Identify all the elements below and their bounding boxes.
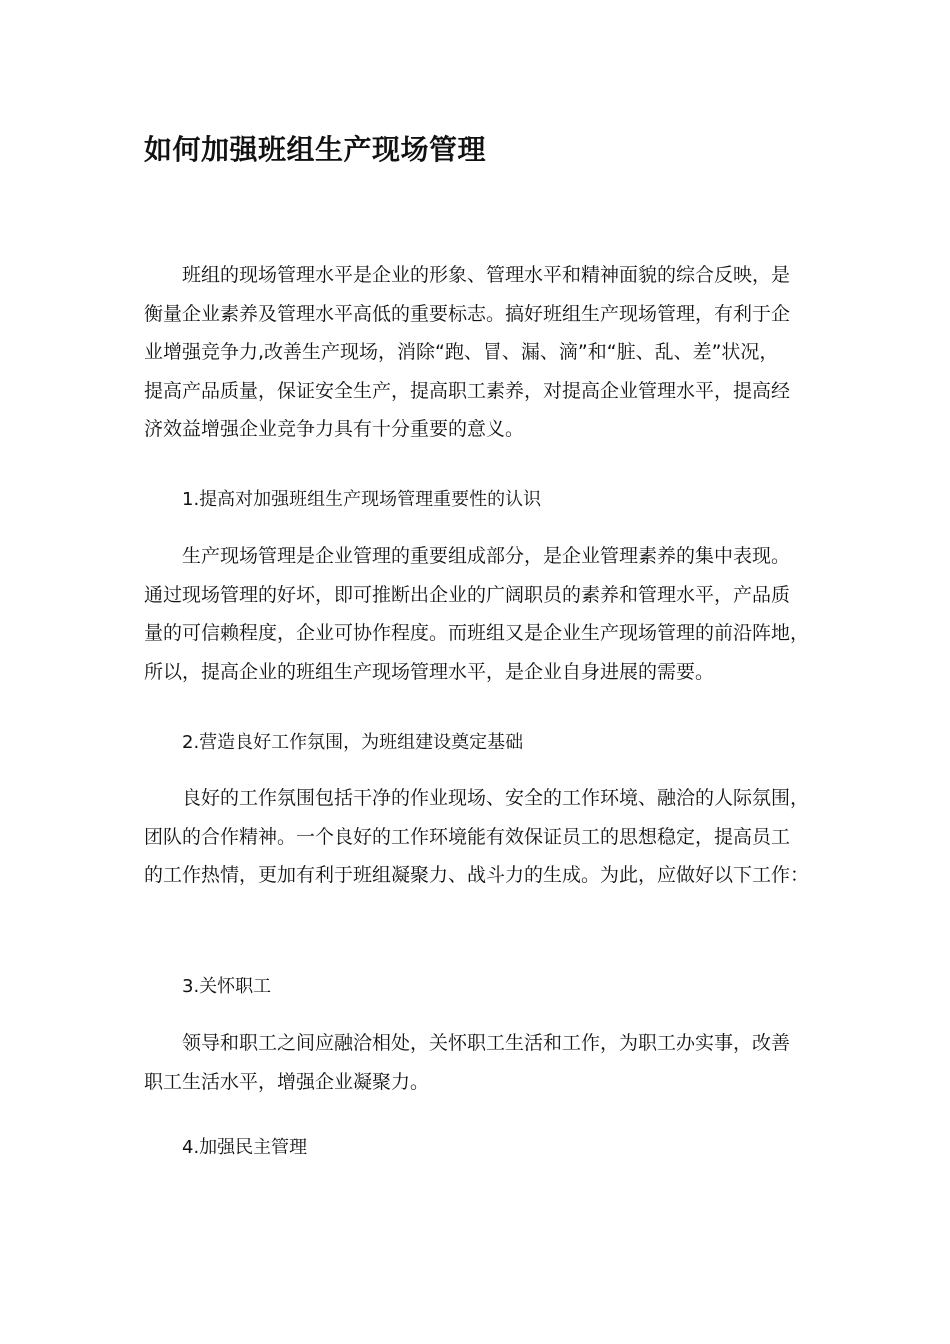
paragraph-line: 领导和职工之间应融洽相处，关怀职工生活和工作，为职工办实事，改善: [182, 1032, 791, 1054]
paragraph-line: 团队的合作精神。一个良好的工作环境能有效保证员工的思想稳定，提高员工: [144, 825, 791, 848]
paragraph-line: 班组的现场管理水平是企业的形象、管理水平和精神面貌的综合反映，是: [182, 264, 791, 286]
paragraph-line: 生产现场管理是企业管理的重要组成部分，是企业管理素养的集中表现。: [182, 545, 791, 567]
paragraph-line: 衡量企业素养及管理水平高低的重要标志。搞好班组生产现场管理，有利于企: [144, 302, 791, 325]
body-paragraph: [144, 537, 812, 691]
body-paragraph: [144, 256, 812, 449]
document-title: 如何加强班组生产现场管理: [144, 133, 487, 166]
paragraph-line: 的工作热情，更加有利于班组凝聚力、战斗力的生成。为此，应做好以下工作：: [144, 864, 810, 886]
paragraph-line: 济效益增强企业竞争力具有十分重要的意义。: [144, 418, 525, 440]
body-paragraph: [144, 779, 812, 895]
paragraph-line: 提高产品质量，保证安全生产，提高职工素养，对提高企业管理水平，提高经: [144, 379, 791, 402]
section-heading: 2.营造良好工作氛围，为班组建设奠定基础: [182, 732, 524, 753]
body-paragraph: [144, 1024, 812, 1101]
paragraph-line: 通过现场管理的好坏，即可推断出企业的广阔职员的素养和管理水平，产品质: [144, 583, 791, 606]
section-heading: 1.提高对加强班组生产现场管理重要性的认识: [182, 489, 542, 510]
paragraph-line: 业增强竞争力,改善生产现场，消除“跑、冒、漏、滴”和“脏、乱、差”状况，: [144, 341, 779, 363]
paragraph-line: 量的可信赖程度，企业可协作程度。而班组又是企业生产现场管理的前沿阵地，: [144, 622, 810, 644]
paragraph-line: 职工生活水平，增强企业凝聚力。: [144, 1070, 430, 1093]
section-heading: 3.关怀职工: [182, 976, 272, 997]
paragraph-line: 所以，提高企业的班组生产现场管理水平，是企业自身进展的需要。: [144, 660, 715, 683]
section-heading: 4.加强民主管理: [182, 1137, 308, 1158]
paragraph-line: 良好的工作氛围包括干净的作业现场、安全的工作环境、融洽的人际氛围，: [182, 787, 810, 809]
